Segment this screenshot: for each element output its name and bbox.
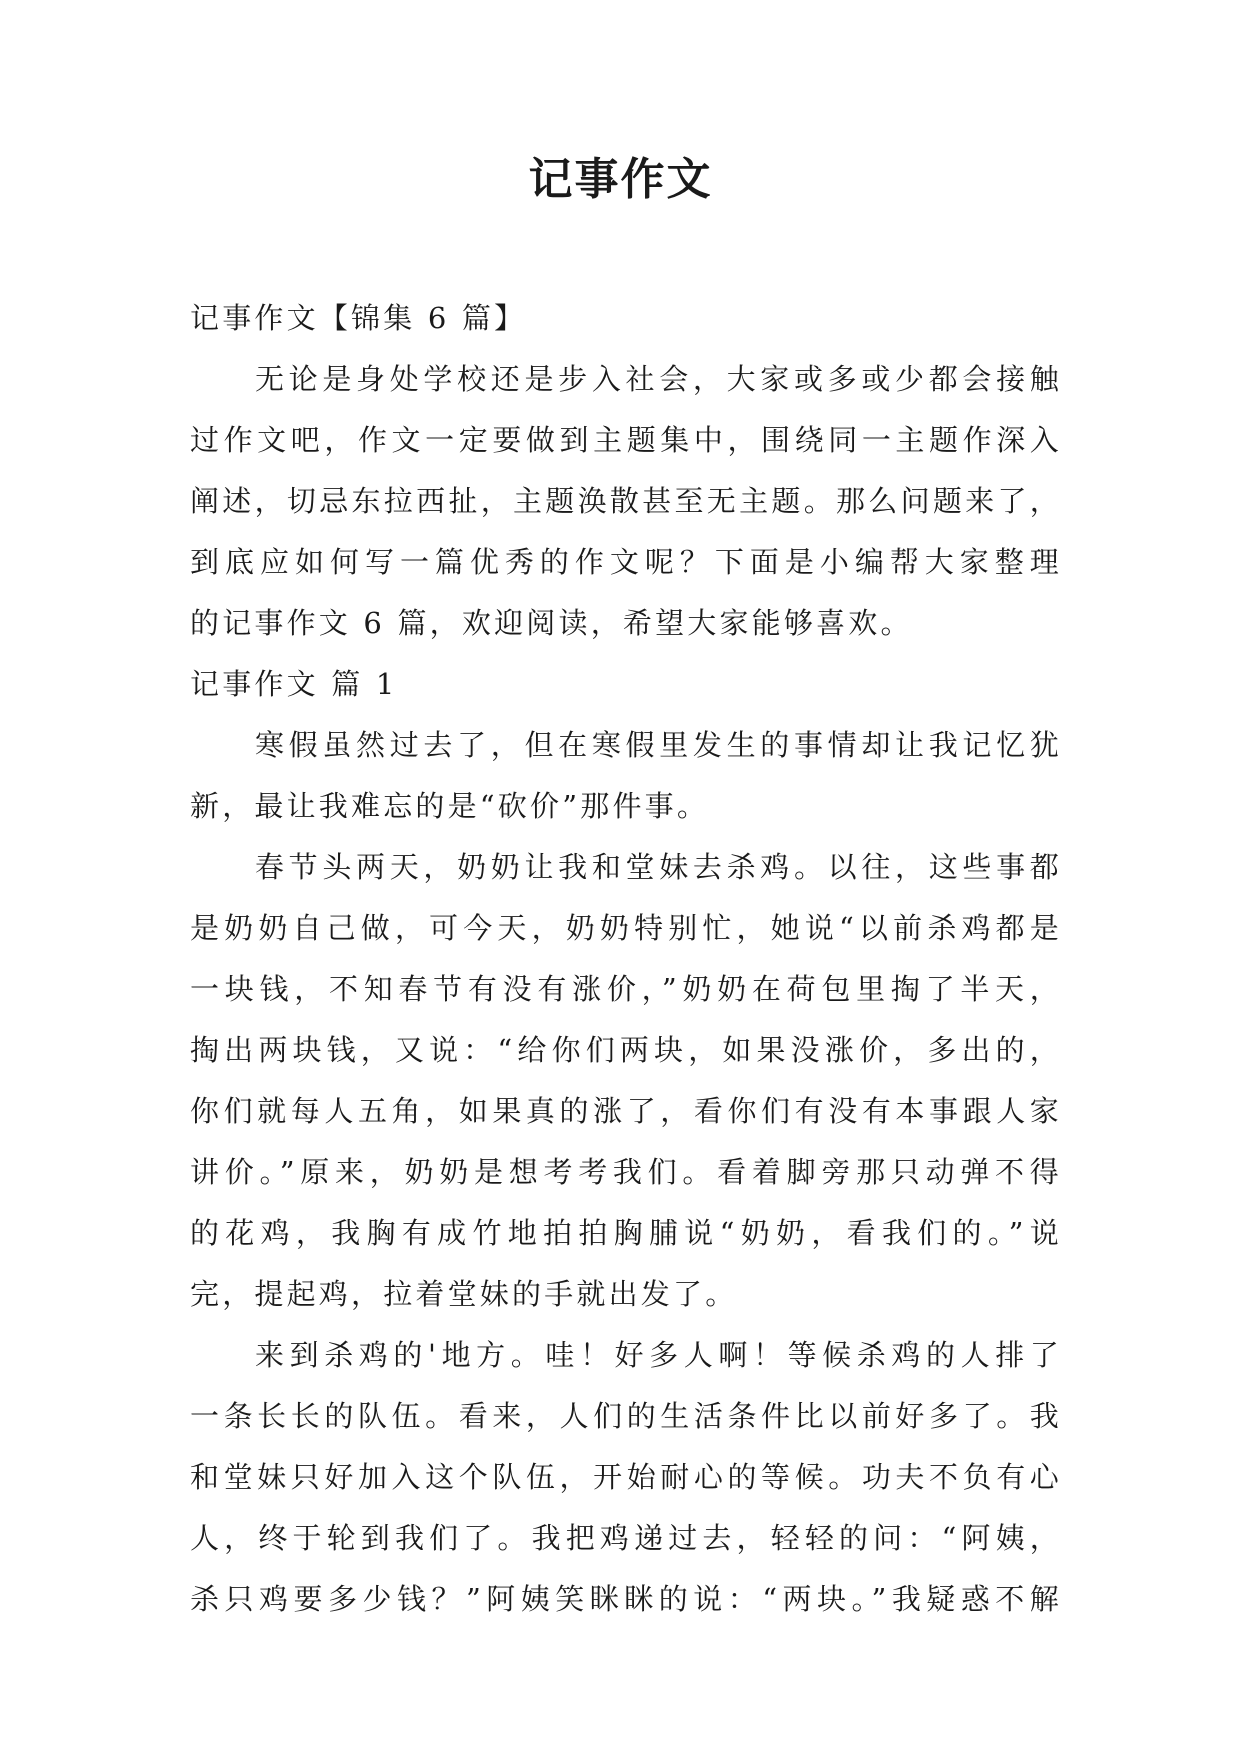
text-line: 记事作文 篇 1 xyxy=(190,667,398,701)
text-line: 到底应如何写一篇优秀的作文呢？下面是小编帮大家整理 xyxy=(190,545,1062,579)
text-line: 人，终于轮到我们了。我把鸡递过去，轻轻的问：“阿姨， xyxy=(190,1521,1062,1555)
text-line: 是奶奶自己做，可今天，奶奶特别忙，她说“以前杀鸡都是 xyxy=(190,911,1062,945)
text-line: 杀只鸡要多少钱？”阿姨笑眯眯的说：“两块。”我疑惑不解 xyxy=(190,1582,1062,1616)
text-line: 的花鸡，我胸有成竹地拍拍胸脯说“奶奶，看我们的。”说 xyxy=(190,1216,1062,1250)
text-line: 过作文吧，作文一定要做到主题集中，围绕同一主题作深入 xyxy=(190,423,1062,457)
text-line: 无论是身处学校还是步入社会，大家或多或少都会接触 xyxy=(255,362,1062,396)
text-line: 讲价。”原来，奶奶是想考考我们。看着脚旁那只动弹不得 xyxy=(190,1155,1062,1189)
text-line: 一条长长的队伍。看来，人们的生活条件比以前好多了。我 xyxy=(190,1399,1062,1433)
document-body xyxy=(190,288,1062,1630)
text-line: 完，提起鸡，拉着堂妹的手就出发了。 xyxy=(190,1277,738,1311)
text-line: 和堂妹只好加入这个队伍，开始耐心的等候。功夫不负有心 xyxy=(190,1460,1062,1494)
text-line: 一块钱，不知春节有没有涨价，”奶奶在荷包里掏了半天， xyxy=(190,972,1062,1006)
text-line: 你们就每人五角，如果真的涨了，看你们有没有本事跟人家 xyxy=(190,1094,1062,1128)
text-line: 记事作文【锦集 6 篇】 xyxy=(190,301,527,335)
text-line: 新，最让我难忘的是“砍价”那件事。 xyxy=(190,789,710,823)
text-line: 掏出两块钱，又说：“给你们两块，如果没涨价，多出的， xyxy=(190,1033,1062,1067)
text-line: 的记事作文 6 篇，欢迎阅读，希望大家能够喜欢。 xyxy=(190,606,913,640)
text-line: 来到杀鸡的'地方。哇！好多人啊！等候杀鸡的人排了 xyxy=(255,1338,1062,1372)
text-line: 阐述，切忌东拉西扯，主题涣散甚至无主题。那么问题来了， xyxy=(190,484,1062,518)
document-title: 记事作文 xyxy=(528,154,713,205)
text-line: 春节头两天，奶奶让我和堂妹去杀鸡。以往，这些事都 xyxy=(255,850,1062,884)
text-line: 寒假虽然过去了，但在寒假里发生的事情却让我记忆犹 xyxy=(255,728,1062,762)
